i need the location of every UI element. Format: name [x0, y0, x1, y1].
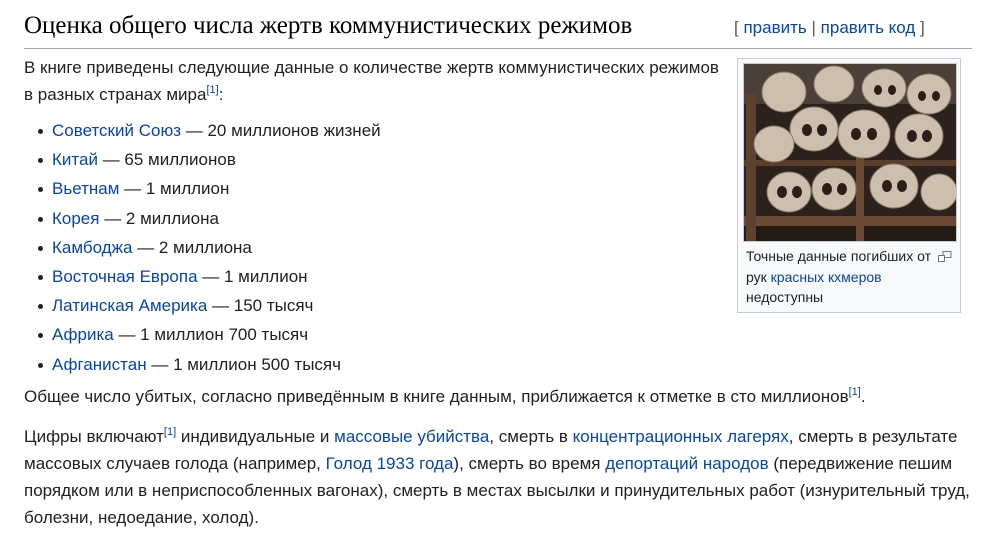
deportations-link[interactable]: депортаций народов [605, 454, 769, 473]
total-tail: . [860, 387, 866, 406]
bullet-icon [38, 217, 43, 222]
bullet-icon [38, 275, 43, 280]
magnify-clip-icon[interactable] [938, 249, 952, 260]
bullet-icon [38, 363, 43, 368]
footnote-ref[interactable]: [1] [206, 84, 219, 96]
list-item-text: — 20 миллионов жизней [181, 121, 381, 140]
list-item [24, 262, 381, 291]
mass-killings-link[interactable]: массовые убийства [334, 427, 490, 446]
thumbnail-caption [746, 246, 936, 308]
edit-close-bracket: ] [920, 18, 925, 37]
edit-open-bracket: [ [734, 18, 739, 37]
section-title: Оценка общего числа жертв коммунистических режимов [24, 12, 633, 39]
list-item-link[interactable]: Латинская Америка [52, 296, 208, 316]
victims-list [24, 116, 381, 379]
figures-text: , смерть в результате массовых случаев голода (например, [24, 427, 958, 473]
figures-text: Цифры включают [24, 427, 164, 446]
section-heading [24, 8, 972, 49]
list-item [24, 116, 381, 145]
list-item-link[interactable]: Африка [52, 325, 114, 345]
edit-section-links [734, 18, 925, 38]
intro-paragraph [24, 54, 724, 108]
figures-paragraph [24, 423, 984, 531]
bullet-icon [38, 333, 43, 338]
footnote-ref[interactable]: [1] [848, 386, 861, 398]
caption-text: Точные данные погибших от рук [746, 248, 932, 285]
list-item-link[interactable]: Вьетнам [52, 179, 120, 199]
skulls-image[interactable] [743, 63, 957, 242]
list-item [24, 174, 381, 203]
list-item-text: — 1 миллион 500 тысяч [146, 354, 341, 374]
list-item-link[interactable]: Советский Союз [52, 121, 181, 140]
list-item [24, 204, 381, 233]
list-item-text: — 65 миллионов [97, 150, 236, 170]
figures-text: индивидуальные и [176, 427, 335, 446]
total-paragraph [24, 383, 984, 410]
bullet-icon [38, 246, 43, 251]
list-item-text: — 1 миллион [197, 266, 308, 286]
figures-text: (передвижение пешим порядком или в неприспособленных вагонах), смерть в местах высылки и принудительных работ (изнурительный труд, болезни, недоедание, холод). [24, 454, 970, 527]
thumbnail-figure [737, 58, 961, 313]
bullet-icon [38, 187, 43, 192]
list-item-text: — 2 миллиона [99, 208, 219, 228]
list-item-link[interactable]: Афганистан [52, 354, 147, 374]
list-item [24, 291, 381, 320]
list-item [24, 350, 381, 379]
edit-separator: | [811, 18, 816, 37]
figures-text: ), смерть во время [453, 454, 606, 473]
list-item-link[interactable]: Корея [52, 208, 100, 228]
list-item-text: — 2 миллиона [132, 237, 252, 257]
famine-1933-link[interactable]: Голод 1933 года [325, 454, 454, 473]
edit-code-link[interactable]: править код [820, 18, 916, 37]
figures-text: , смерть в [489, 427, 573, 446]
list-item-link[interactable]: Китай [52, 150, 98, 170]
caption-text: недоступны [746, 289, 824, 305]
list-item-link[interactable]: Восточная Европа [52, 266, 198, 286]
bullet-icon [38, 304, 43, 309]
list-item [24, 145, 381, 174]
khmer-rouge-link[interactable]: красных кхмеров [770, 268, 882, 285]
list-item [24, 233, 381, 262]
footnote-ref[interactable]: [1] [163, 426, 177, 438]
list-item-text: — 150 тысяч [207, 296, 314, 316]
list-item-link[interactable]: Камбоджа [52, 237, 133, 257]
edit-link[interactable]: править [743, 18, 807, 37]
intro-tail: : [218, 85, 224, 104]
list-item [24, 320, 381, 349]
bullet-icon [38, 158, 43, 163]
bullet-icon [38, 129, 43, 134]
intro-text: В книге приведены следующие данные о количестве жертв коммунистических режимов в разных странах мира [24, 58, 719, 104]
list-item-text: — 1 миллион 700 тысяч [113, 325, 309, 345]
total-text: Общее число убитых, согласно приведённым в книге данным, приближается к отметке в сто миллионов [24, 387, 849, 406]
concentration-camps-link[interactable]: концентрационных лагерях [572, 427, 789, 446]
list-item-text: — 1 миллион [119, 179, 230, 199]
